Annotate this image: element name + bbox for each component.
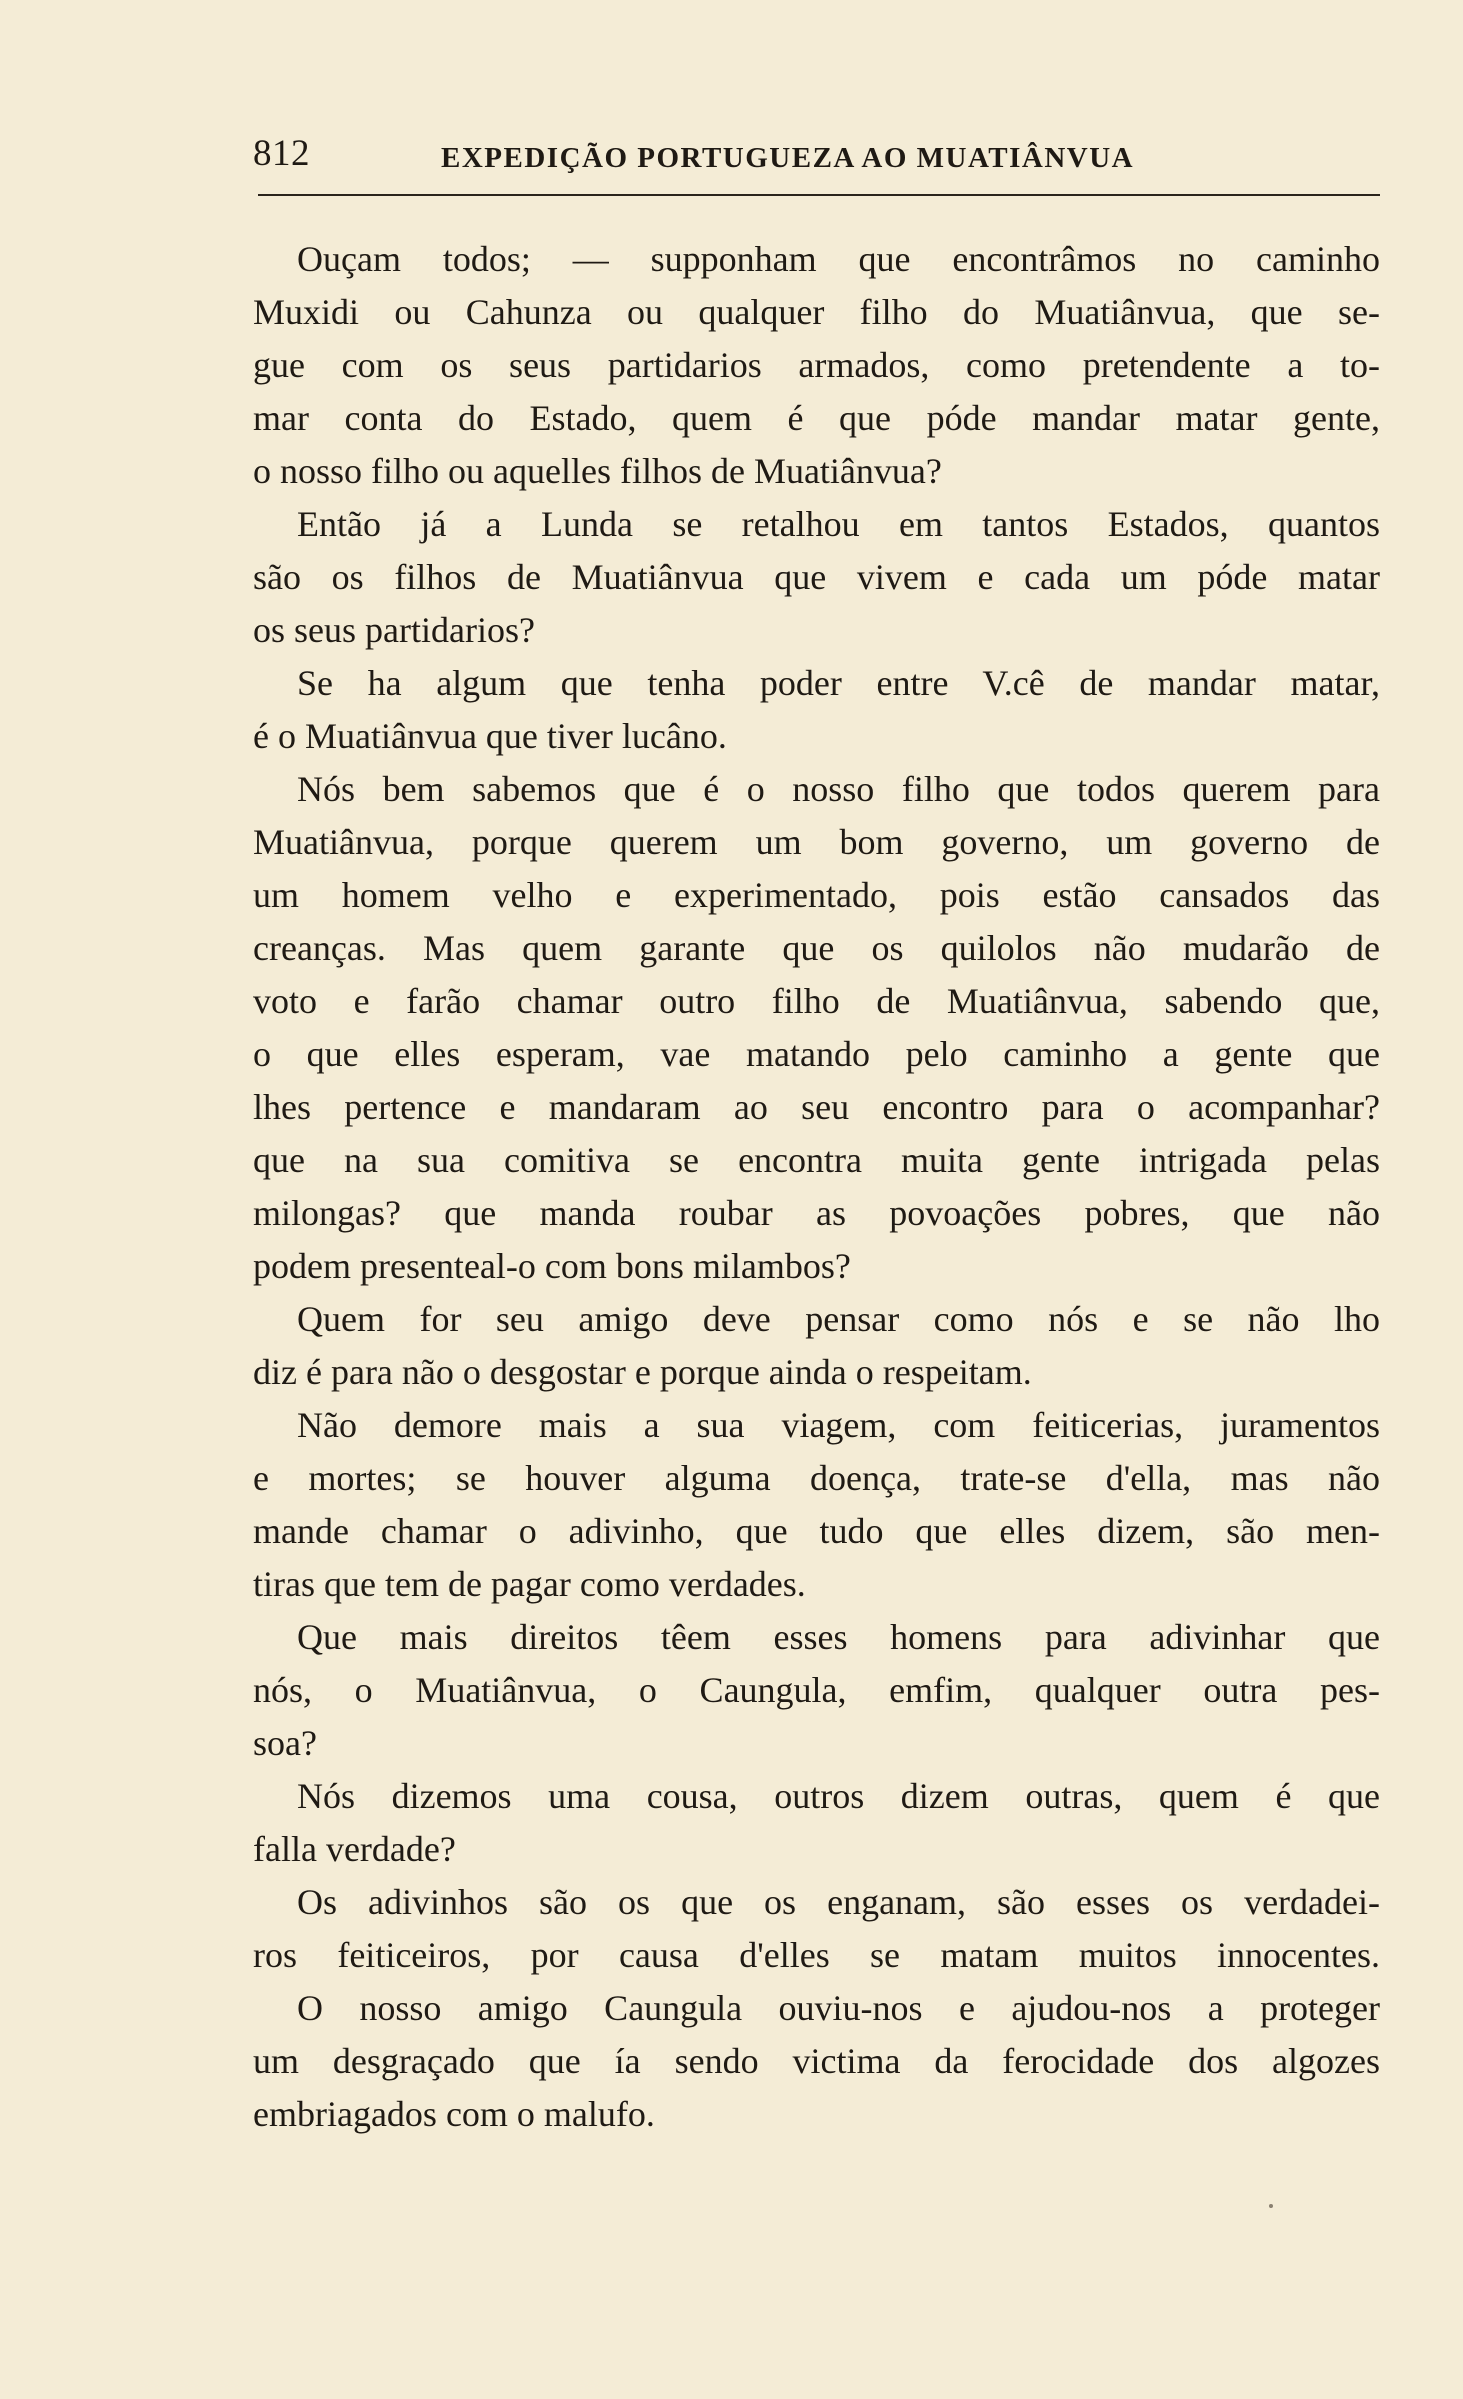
text-line: diz é para não o desgostar e porque ainda o respeitam. (253, 1352, 1032, 1392)
text-line: Se ha algum que tenha poder entre V.cê de mandar matar, (297, 663, 1380, 703)
text-line: podem presenteal-o com bons milambos? (253, 1246, 851, 1286)
text-line: falla verdade? (253, 1829, 456, 1869)
text-line: mar conta do Estado, quem é que póde mandar matar gente, (253, 398, 1380, 438)
text-line: é o Muatiânvua que tiver lucâno. (253, 716, 727, 756)
text-line: nós, o Muatiânvua, o Caungula, emfim, qualquer outra pes- (253, 1670, 1380, 1710)
header-rule (258, 194, 1380, 196)
text-line: milongas? que manda roubar as povoações pobres, que não (253, 1193, 1380, 1233)
text-line: Nós dizemos uma cousa, outros dizem outras, quem é que (297, 1776, 1380, 1816)
page-number: 812 (253, 133, 310, 174)
text-line: que na sua comitiva se encontra muita gente intrigada pelas (253, 1140, 1380, 1180)
paper-speck (1269, 2204, 1273, 2208)
text-line: Muatiânvua, porque querem um bom governo, um governo de (253, 822, 1380, 862)
text-line: O nosso amigo Caungula ouviu-nos e ajudou-nos a proteger (297, 1988, 1380, 2028)
text-line: voto e farão chamar outro filho de Muatiânvua, sabendo que, (253, 981, 1380, 1021)
text-line: os seus partidarios? (253, 610, 535, 650)
text-line: Que mais direitos têem esses homens para adivinhar que (297, 1617, 1380, 1657)
running-title: EXPEDIÇÃO PORTUGUEZA AO MUATIÂNVUA (441, 142, 1135, 174)
text-line: Nós bem sabemos que é o nosso filho que todos querem para (297, 769, 1380, 809)
page-header (253, 130, 1380, 186)
text-line: Ouçam todos; — supponham que encontrâmos no caminho (297, 239, 1380, 279)
text-line: Muxidi ou Cahunza ou qualquer filho do Muatiânvua, que se- (253, 292, 1380, 332)
text-line: creanças. Mas quem garante que os quilolos não mudarão de (253, 928, 1380, 968)
text-line: Quem for seu amigo deve pensar como nós e se não lho (297, 1299, 1380, 1339)
text-line: gue com os seus partidarios armados, como pretendente a to- (253, 345, 1380, 385)
text-line: ros feiticeiros, por causa d'elles se matam muitos innocentes. (253, 1935, 1380, 1975)
text-line: Então já a Lunda se retalhou em tantos Estados, quantos (297, 504, 1380, 544)
text-line: um desgraçado que ía sendo victima da ferocidade dos algozes (253, 2041, 1380, 2081)
text-line: o que elles esperam, vae matando pelo caminho a gente que (253, 1034, 1380, 1074)
text-line: tiras que tem de pagar como verdades. (253, 1564, 806, 1604)
text-line: Os adivinhos são os que os enganam, são esses os verdadei- (297, 1882, 1380, 1922)
text-line: Não demore mais a sua viagem, com feiticerias, juramentos (297, 1405, 1380, 1445)
text-line: são os filhos de Muatiânvua que vivem e cada um póde matar (253, 557, 1380, 597)
text-line: um homem velho e experimentado, pois estão cansados das (253, 875, 1380, 915)
text-line: soa? (253, 1723, 317, 1763)
text-line: lhes pertence e mandaram ao seu encontro para o acompanhar? (253, 1087, 1380, 1127)
text-line: embriagados com o malufo. (253, 2094, 655, 2134)
text-line: e mortes; se houver alguma doença, trate-se d'ella, mas não (253, 1458, 1380, 1498)
body-text (253, 233, 1380, 2141)
text-line: o nosso filho ou aquelles filhos de Muatiânvua? (253, 451, 942, 491)
text-line: mande chamar o adivinho, que tudo que elles dizem, são men- (253, 1511, 1380, 1551)
